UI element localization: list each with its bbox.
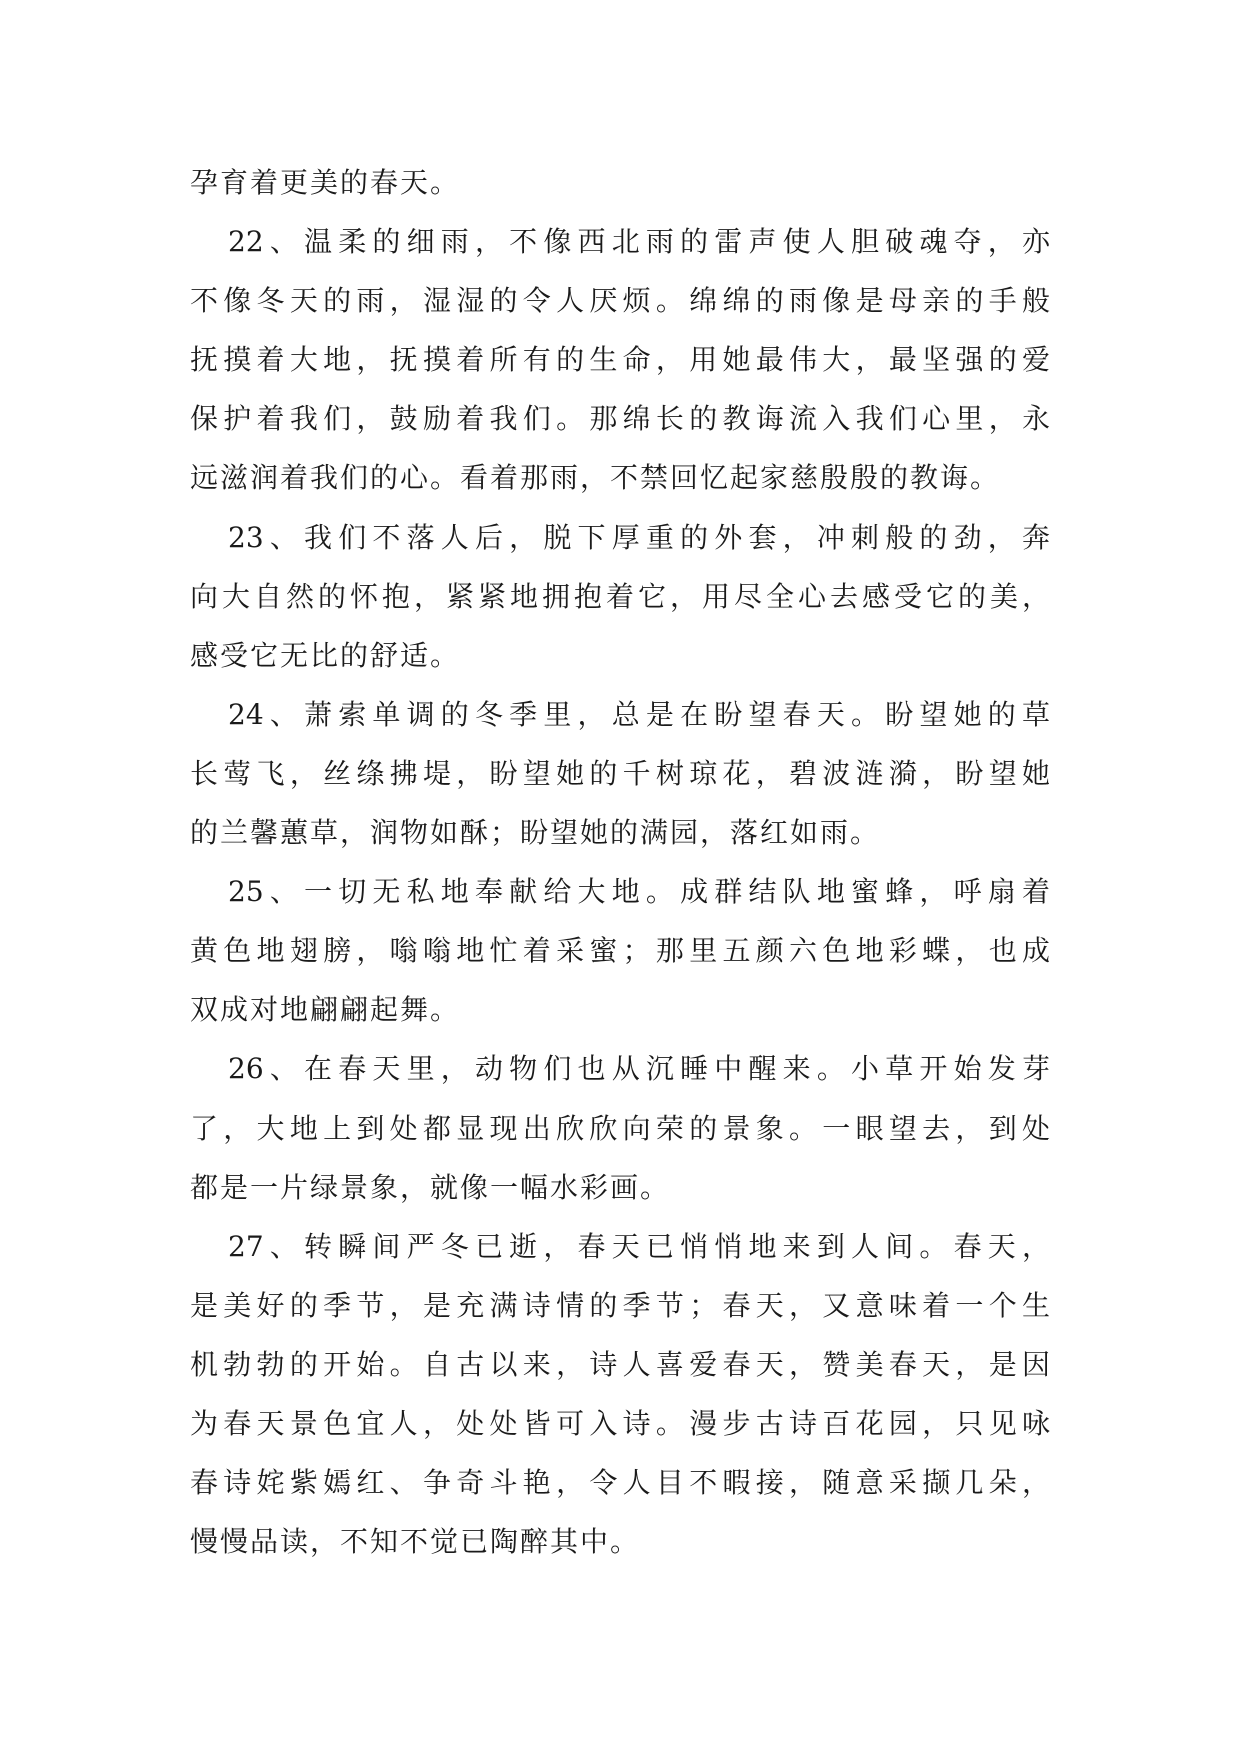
paragraph-line: 为春天景色宜人，处处皆可入诗。漫步古诗百花园，只见咏 — [190, 1406, 1050, 1440]
paragraph-line: 感受它无比的舒适。 — [190, 638, 461, 672]
paragraph-first-line: 23、我们不落人后，脱下厚重的外套，冲刺般的劲，奔 — [228, 520, 1050, 554]
paragraph — [190, 862, 1050, 1039]
paragraph-first-line: 26、在春天里，动物们也从沉睡中醒来。小草开始发芽 — [228, 1052, 1050, 1086]
continuation-line: 孕育着更美的春天。 — [190, 166, 461, 199]
paragraph-line: 黄色地翅膀，嗡嗡地忙着采蜜；那里五颜六色地彩蝶，也成 — [190, 934, 1050, 968]
paragraph-line: 远滋润着我们的心。看着那雨，不禁回忆起家慈殷殷的教诲。 — [190, 461, 1001, 495]
paragraph-line: 机勃勃的开始。自古以来，诗人喜爱春天，赞美春天，是因 — [190, 1347, 1050, 1381]
paragraph-first-line: 24、萧索单调的冬季里，总是在盼望春天。盼望她的草 — [228, 697, 1050, 731]
paragraph — [190, 1039, 1050, 1216]
paragraph — [190, 1217, 1050, 1572]
paragraph-line: 抚摸着大地，抚摸着所有的生命，用她最伟大，最坚强的爱 — [190, 343, 1050, 377]
paragraph-line: 是美好的季节，是充满诗情的季节；春天，又意味着一个生 — [190, 1288, 1050, 1322]
paragraph — [190, 212, 1050, 507]
paragraph-line: 保护着我们，鼓励着我们。那绵长的教诲流入我们心里，永 — [190, 402, 1050, 436]
paragraph-line: 了，大地上到处都显现出欣欣向荣的景象。一眼望去，到处 — [190, 1111, 1050, 1145]
paragraph-line: 慢慢品读，不知不觉已陶醉其中。 — [190, 1525, 641, 1559]
document-body — [190, 153, 1050, 1571]
paragraph — [190, 508, 1050, 685]
paragraph-line: 都是一片绿景象，就像一幅水彩画。 — [190, 1170, 671, 1204]
paragraph-line: 的兰馨蕙草，润物如酥；盼望她的满园，落红如雨。 — [190, 816, 881, 850]
paragraph-line: 长莺飞，丝绦拂堤，盼望她的千树琼花，碧波涟漪，盼望她 — [190, 756, 1050, 790]
paragraph-line: 春诗姹紫嫣红、争奇斗艳，令人目不暇接，随意采撷几朵， — [190, 1466, 1050, 1500]
paragraph-first-line: 22、温柔的细雨，不像西北雨的雷声使人胆破魂夺，亦 — [228, 225, 1050, 259]
paragraph-first-line: 25、一切无私地奉献给大地。成群结队地蜜蜂，呼扇着 — [228, 875, 1050, 909]
paragraph-line: 向大自然的怀抱，紧紧地拥抱着它，用尽全心去感受它的美， — [190, 579, 1050, 613]
paragraph-line: 不像冬天的雨，湿湿的令人厌烦。绵绵的雨像是母亲的手般 — [190, 284, 1050, 318]
paragraph — [190, 685, 1050, 862]
paragraph-first-line: 27、转瞬间严冬已逝，春天已悄悄地来到人间。春天， — [228, 1229, 1050, 1263]
paragraph-line: 双成对地翩翩起舞。 — [190, 993, 461, 1027]
